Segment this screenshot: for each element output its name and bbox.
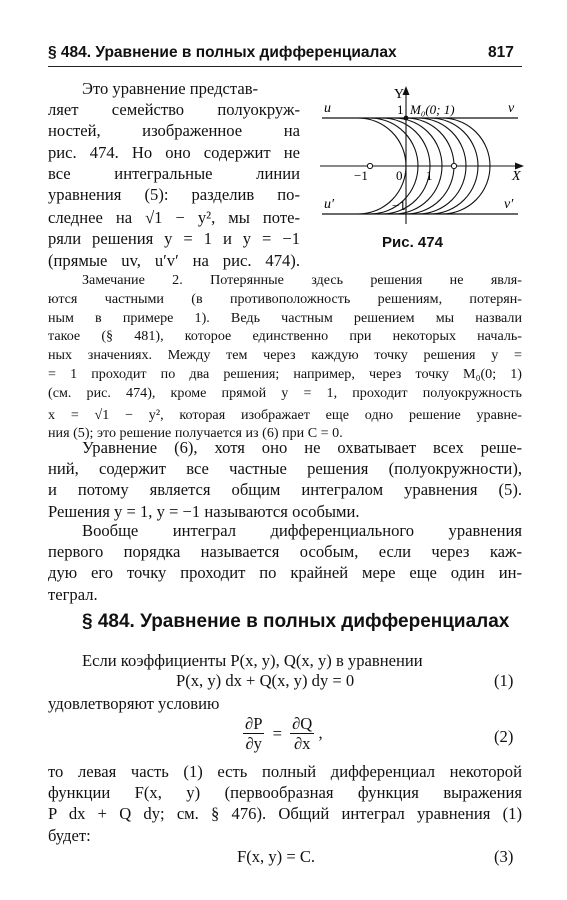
text-line: то левая часть (1) есть полный дифференциал некоторой [48, 762, 522, 781]
tick-label-x-minus-one: −1 [354, 168, 368, 183]
figure-caption: Рис. 474 [382, 234, 443, 251]
label-u: u [324, 101, 331, 116]
comma: , [318, 723, 323, 743]
figure-474 [318, 74, 530, 226]
paragraph-general-integral [48, 437, 522, 522]
text-line: следнее на √1 − y², мы поте- [48, 208, 300, 228]
equation-3: F(x, y) = C. [237, 847, 316, 866]
text-line: ностей, изображенное на [48, 121, 300, 141]
text-line: Решения y = 1, y = −1 называются особыми. [48, 501, 360, 521]
text-line: такое (§ 481), которое единственно при некоторых началь- [48, 328, 522, 345]
tick-label-x-one: 1 [426, 168, 433, 183]
text-line: x = √1 − y², которая изображает еще одно решение уравне- [48, 406, 522, 423]
text-line: и потому является общим интегралом уравнения (5). [48, 480, 522, 500]
equation-number-2: (2) [494, 727, 514, 746]
text-line: ния (5); это решение получается из (6) при C = 0. [48, 425, 343, 442]
point-m0 [404, 116, 409, 121]
text-line: (прямые uv, u′v′ на рис. 474). [48, 250, 300, 270]
paragraph-singular-integral [48, 520, 522, 605]
label-v-prime: v′ [504, 197, 514, 212]
text-line: уравнения (5): разделив по- [48, 185, 300, 205]
remark-2 [48, 271, 522, 443]
equation-number-3: (3) [494, 847, 514, 866]
text-line: P dx + Q dy; см. § 476). Общий интеграл уравнения (1) [48, 804, 522, 824]
tick-label-y-one: 1 [397, 102, 404, 117]
label-v: v [508, 101, 515, 116]
section-conclusion [48, 761, 522, 846]
text-line: все интегральные линии [48, 163, 300, 183]
text-line: ний, содержит все частные решения (полуокружности), [48, 459, 522, 479]
label-y-axis: Y [394, 87, 405, 102]
point-minus-one [367, 163, 372, 168]
text-line: теграл. [48, 584, 98, 604]
section-condition-text [48, 693, 522, 714]
text-line: ряли решения y = 1 и y = −1 [48, 229, 300, 249]
equation-2 [243, 714, 323, 753]
text-line: ляет семейство полуокруж- [48, 100, 300, 120]
text-line: удовлетворяют условию [48, 694, 220, 713]
text-line: Если коэффициенты P(x, y), Q(x, y) в уравнении [82, 651, 423, 670]
equation-number-1: (1) [494, 671, 514, 690]
label-u-prime: u′ [324, 197, 335, 212]
fraction-denominator: ∂y [245, 734, 262, 753]
equals-sign: = [272, 723, 282, 743]
text-line: (см. рис. 474), кроме прямой y = 1, проходит полуокружность [48, 384, 522, 401]
section-intro [48, 650, 522, 671]
label-x-axis: X [512, 169, 521, 184]
fraction-denominator: ∂x [293, 734, 311, 753]
page-number: 817 [488, 44, 514, 61]
text-line: ных значениях. Между тем через каждую точку решения y = [48, 347, 522, 364]
section-title: § 484. Уравнение в полных дифференциалах [82, 611, 510, 632]
label-origin: 0 [396, 168, 403, 183]
equation-1: P(x, y) dx + Q(x, y) dy = 0 [176, 671, 355, 690]
text-line: Уравнение (6), хотя оно не охватывает всех реше- [82, 438, 522, 457]
running-title: § 484. Уравнение в полных дифференциалах [48, 44, 397, 61]
header-rule [48, 66, 522, 67]
fraction-numerator: ∂Q [292, 714, 313, 733]
text-line: = 1 проходит по два решения; например, через точку M₀(0; 1) [48, 365, 522, 382]
text-line: Вообще интеграл дифференциального уравнения [82, 521, 522, 540]
fraction-numerator: ∂P [245, 714, 263, 733]
text-line: ются частными (в противоположность решениям, потерян- [48, 290, 522, 307]
text-line: Это уравнение представ- [82, 79, 259, 98]
text-line: будет: [48, 825, 91, 845]
tick-label-y-minus-one: −1 [392, 198, 406, 213]
text-line: дую его точку проходит по крайней мере еще один ин- [48, 563, 522, 583]
text-line: Замечание 2. Потерянные здесь решения не явля- [82, 272, 522, 288]
text-line: рис. 474. Но оно содержит не [48, 142, 300, 162]
point-plus-one [451, 163, 456, 168]
fraction-dp-dy [243, 714, 264, 753]
text-line: первого порядка называется особым, если через каж- [48, 542, 522, 562]
label-m0: M₀(0; 1) [410, 102, 455, 117]
text-line: функции F(x, y) (первообразная функция выражения [48, 783, 522, 803]
text-line: ным в примере 1). Ведь частным решением мы назвали [48, 309, 522, 326]
intro-paragraph [48, 78, 300, 271]
fraction-dq-dx [290, 714, 314, 753]
